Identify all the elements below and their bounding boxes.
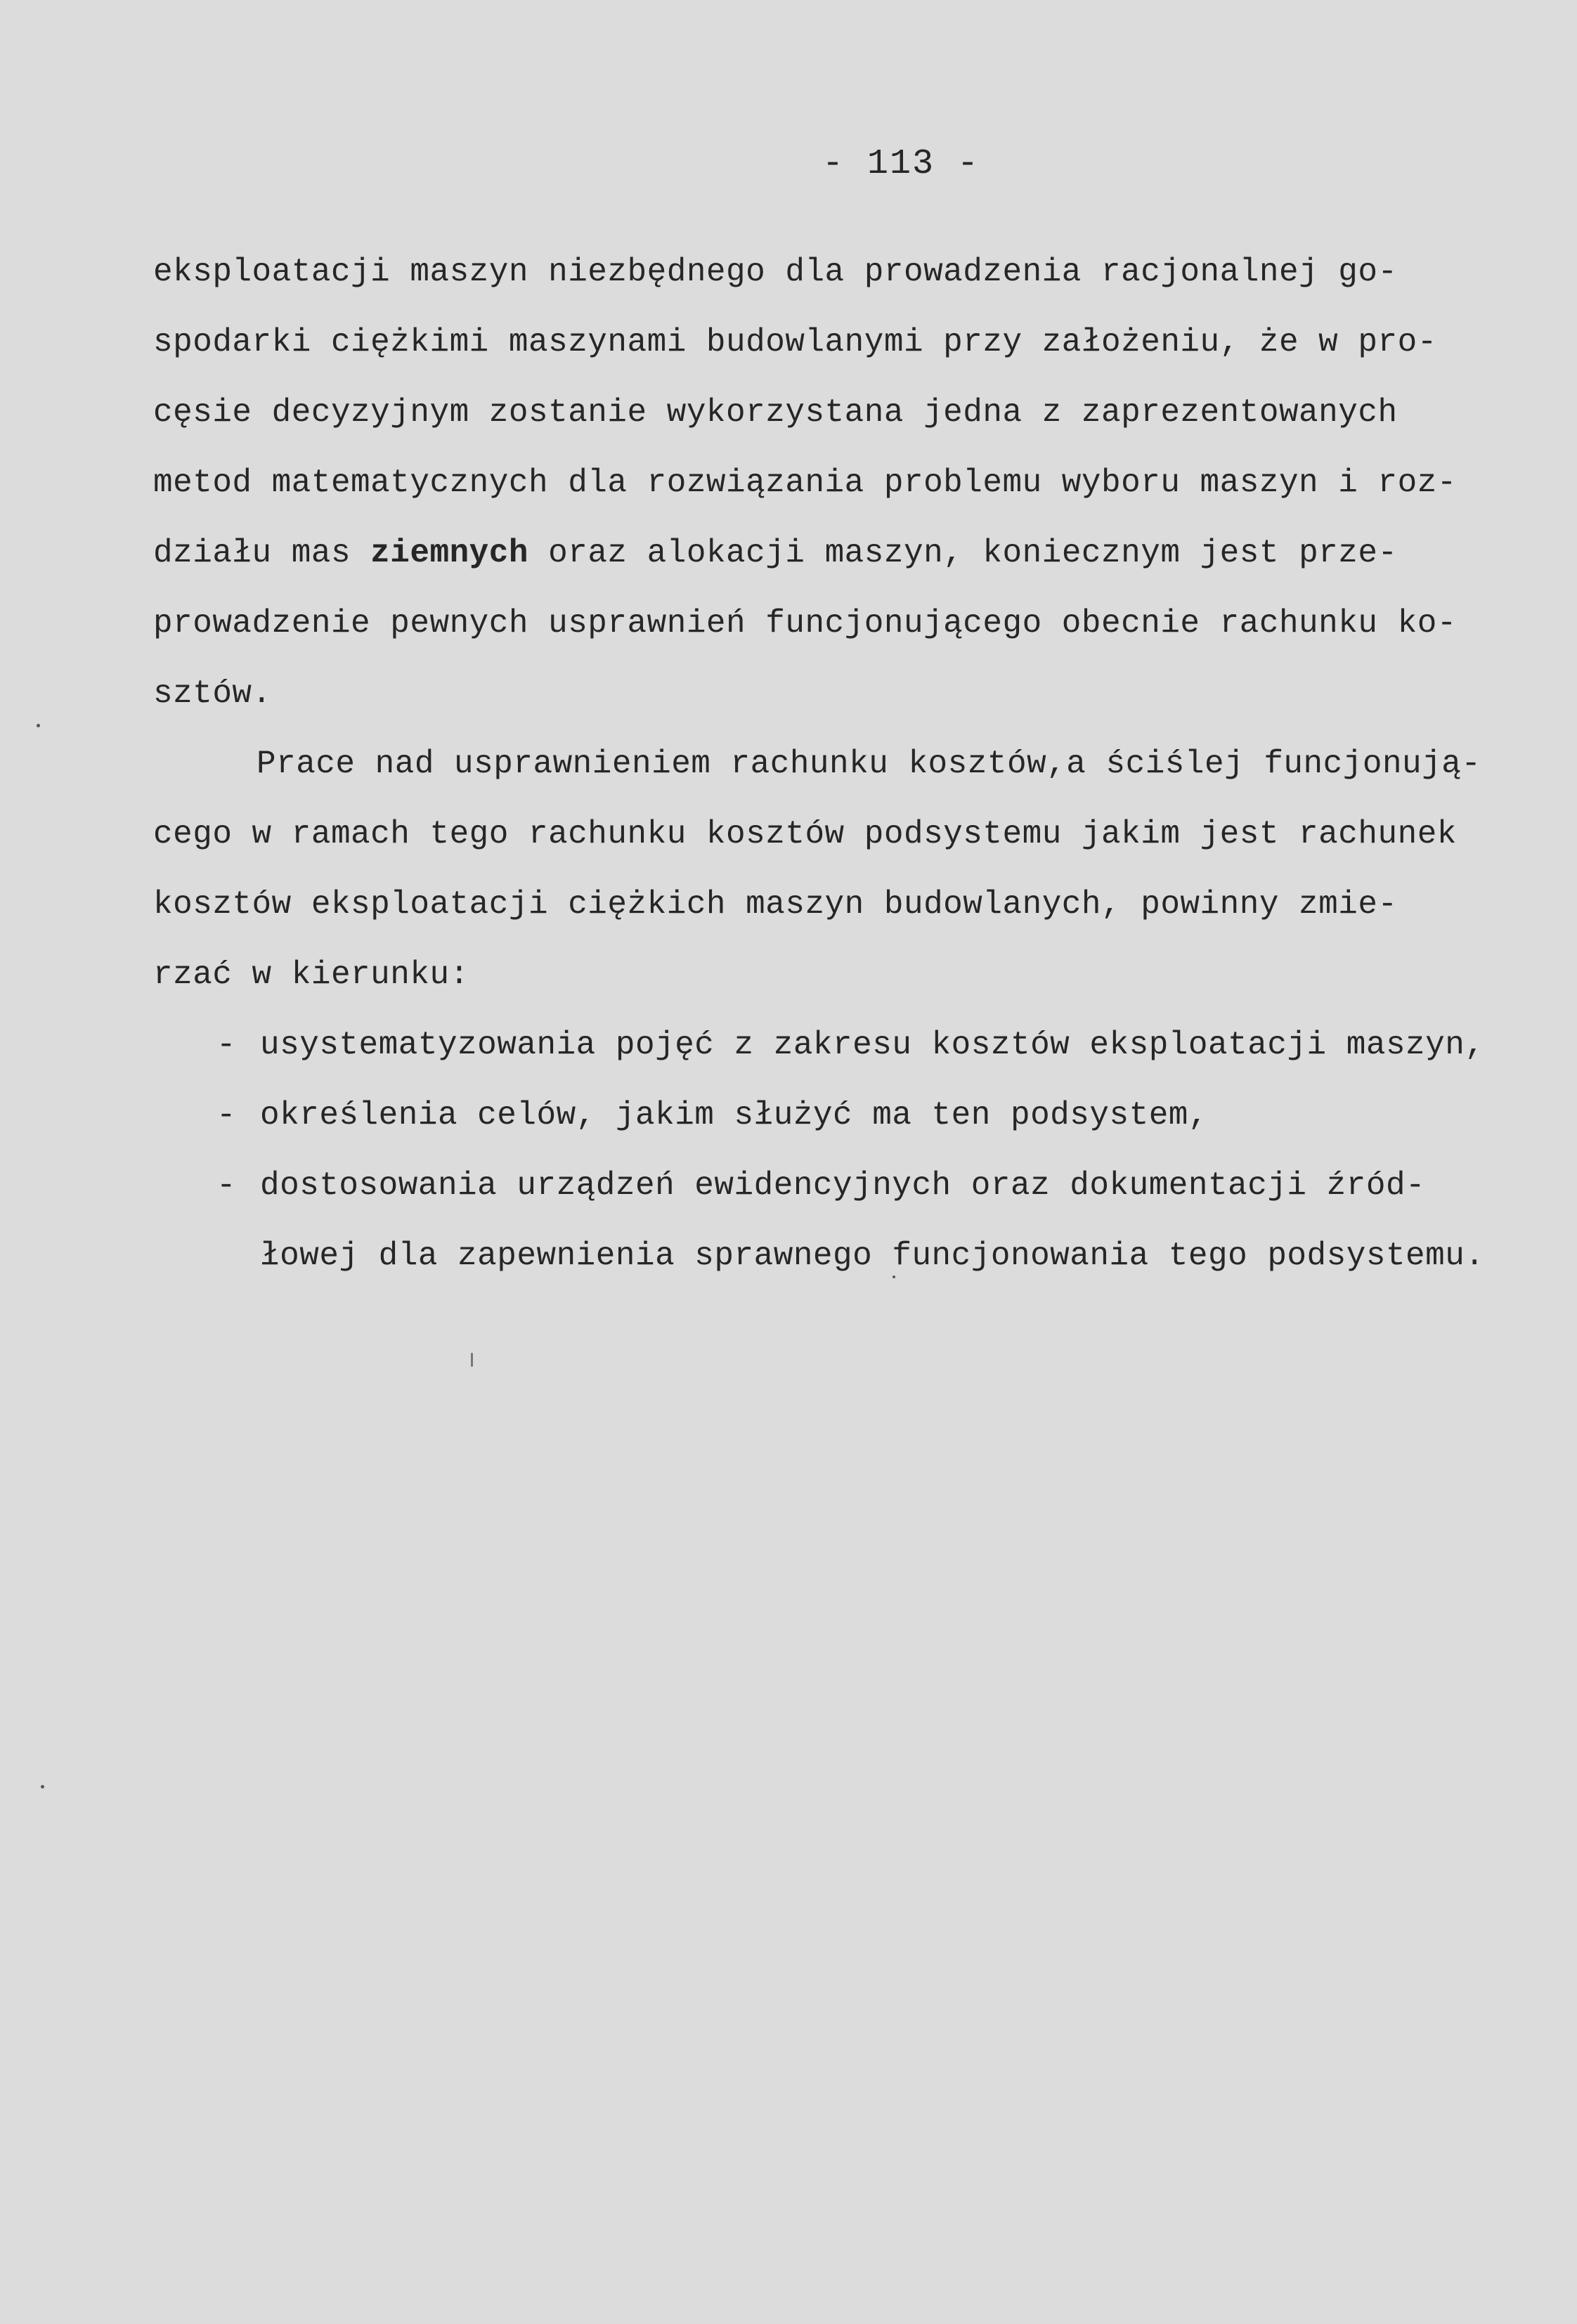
- paragraph1-line-7: sztów.: [153, 675, 272, 712]
- paragraph1-line-5-end: oraz alokacji maszyn, koniecznym jest prze-: [528, 535, 1398, 571]
- bullet-item-2: określenia celów, jakim służyć ma ten podsystem,: [260, 1097, 1209, 1134]
- page-number: - 113 -: [822, 144, 980, 184]
- paragraph1-line-5: [153, 537, 1398, 569]
- paragraph2-line-2: cego w ramach tego rachunku kosztów podsystemu jakim jest rachunek: [153, 816, 1457, 852]
- emphasized-word: ziemnych: [370, 535, 528, 571]
- paragraph2-line-4: rzać w kierunku:: [153, 956, 469, 993]
- scan-speck: [37, 724, 40, 727]
- paragraph1-line-4: metod matematycznych dla rozwiązania problemu wyboru maszyn i roz-: [153, 465, 1457, 501]
- bullet-marker: -: [216, 1097, 236, 1134]
- bullet-marker: -: [216, 1167, 236, 1204]
- bullet-marker: -: [216, 1027, 236, 1063]
- paragraph1-line-2: spodarki ciężkimi maszynami budowlanymi przy założeniu, że w pro-: [153, 324, 1437, 361]
- paragraph2-line-1: Prace nad usprawnieniem rachunku kosztów,a ściślej funcjonują-: [257, 746, 1481, 782]
- scan-speck: [41, 1785, 44, 1789]
- paragraph2-line-3: kosztów eksploatacji ciężkich maszyn budowlanych, powinny zmie-: [153, 886, 1398, 923]
- bullet-item-3-continuation: łowej dla zapewnienia sprawnego funcjonowania tego podsystemu.: [260, 1238, 1485, 1274]
- paragraph1-line-1: eksploatacji maszyn niezbędnego dla prowadzenia racjonalnej go-: [153, 254, 1398, 290]
- bullet-item-1: usystematyzowania pojęć z zakresu kosztów eksploatacji maszyn,: [260, 1027, 1485, 1063]
- paragraph1-line-6: prowadzenie pewnych usprawnień funcjonującego obecnie rachunku ko-: [153, 605, 1457, 642]
- scan-speck: [893, 1275, 895, 1278]
- paragraph1-line-5-start: działu mas: [153, 535, 371, 571]
- scan-speck: [471, 1353, 473, 1367]
- paragraph1-line-3: cęsie decyzyjnym zostanie wykorzystana jedna z zaprezentowanych: [153, 394, 1398, 431]
- bullet-item-3: dostosowania urządzeń ewidencyjnych oraz dokumentacji źród-: [260, 1167, 1426, 1204]
